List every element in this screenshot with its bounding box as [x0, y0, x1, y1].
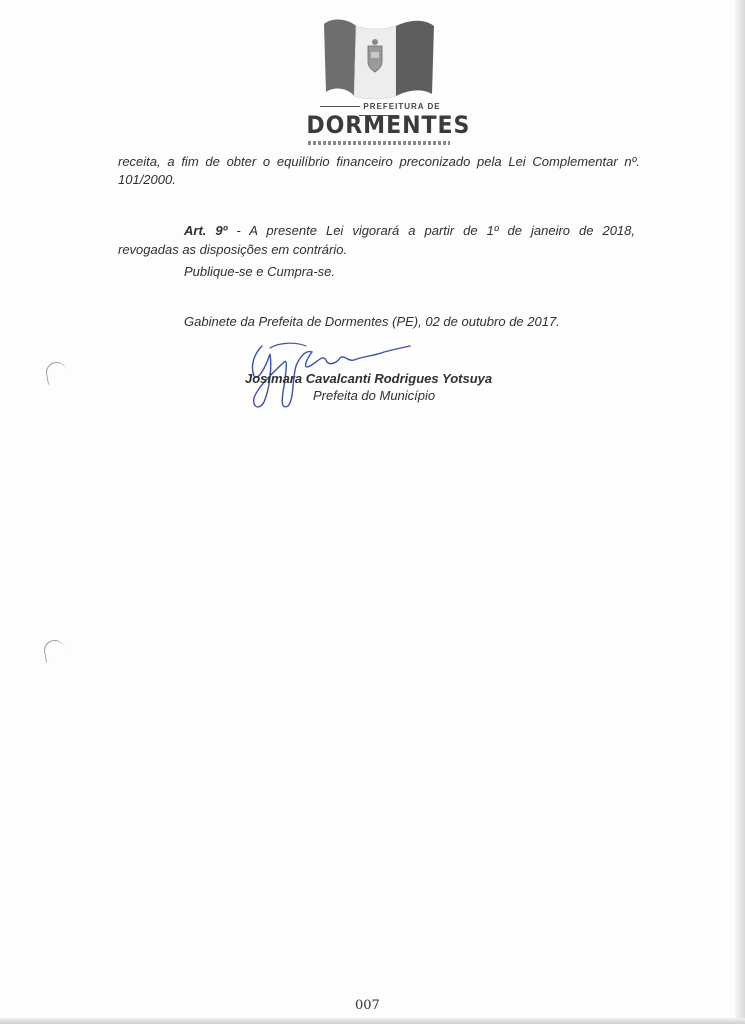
- article-9-line: [184, 223, 635, 238]
- municipality-logo: [300, 16, 471, 139]
- logo-subtitle-band: [308, 141, 450, 145]
- signatory-title: Prefeita do Município: [313, 388, 436, 403]
- punch-hole-mark: [42, 638, 66, 662]
- paragraph-line: 101/2000.: [118, 172, 176, 187]
- page-edge-shadow: [735, 0, 745, 1024]
- page-number: 007: [355, 998, 380, 1013]
- page-bottom-edge: [0, 1018, 745, 1024]
- date-location-line: Gabinete da Prefeita de Dormentes (PE), 02 de outubro de 2017.: [184, 314, 560, 329]
- logo-prefeitura-text: PREFEITURA DE: [300, 102, 458, 120]
- paragraph-line: receita, a fim de obter o equilíbrio financeiro preconizado pela Lei Complementar nº.: [118, 154, 640, 169]
- article-9-line-2: revogadas as disposições em contrário.: [118, 242, 348, 257]
- punch-hole-mark: [44, 360, 68, 384]
- flag-crest-icon: [320, 16, 438, 102]
- signatory-name: Josimara Cavalcanti Rodrigues Yotsuya: [245, 371, 493, 386]
- article-label: Art. 9º: [184, 223, 228, 238]
- logo-dormentes-text: DORMENTES: [306, 111, 471, 139]
- publique-line: Publique-se e Cumpra-se.: [184, 264, 336, 279]
- article-text: - A presente Lei vigorará a partir de 1º de janeiro de 2018,: [227, 223, 635, 238]
